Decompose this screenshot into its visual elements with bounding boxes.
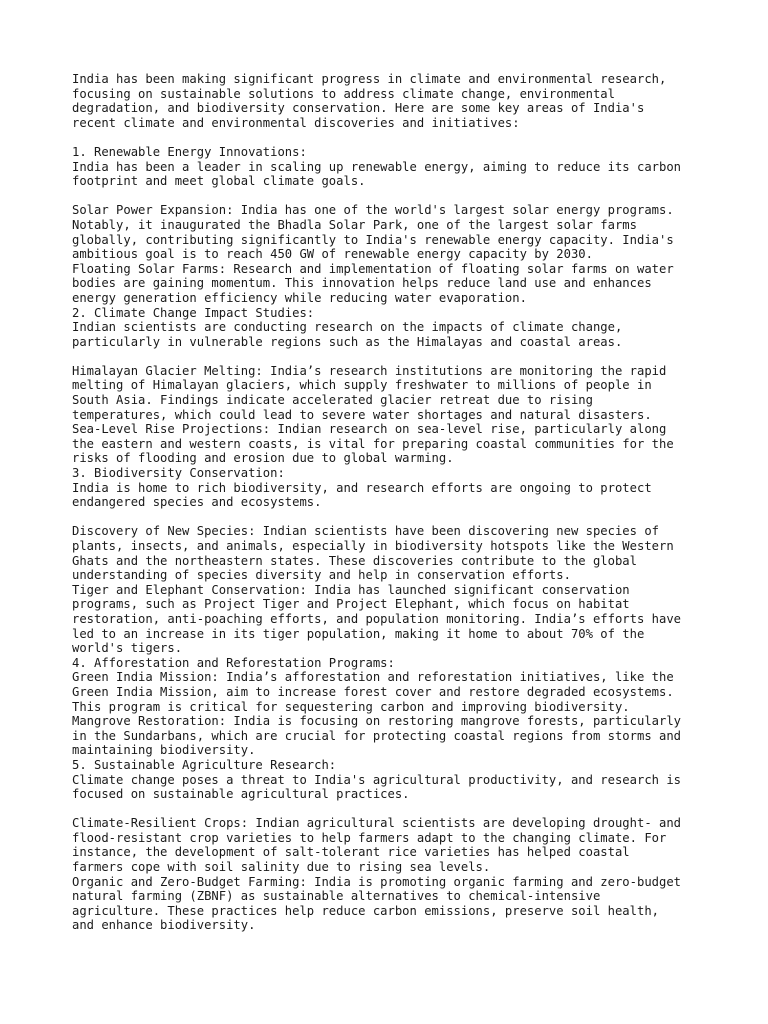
text-line: 3. Biodiversity Conservation:: [72, 466, 285, 481]
text-line: South Asia. Findings indicate accelerated glacier retreat due to rising: [72, 393, 593, 408]
text-line: Sea-Level Rise Projections: Indian research on sea-level rise, particularly along: [72, 422, 667, 437]
text-line: Notably, it inaugurated the Bhadla Solar Park, one of the largest solar farms: [72, 217, 637, 232]
text-line: Discovery of New Species: Indian scientists have been discovering new species of: [72, 524, 659, 539]
text-line: Himalayan Glacier Melting: India’s research institutions are monitoring the rapid: [72, 363, 667, 378]
text-line: temperatures, which could lead to severe water shortages and natural disasters.: [72, 407, 652, 422]
text-line: footprint and meet global climate goals.: [72, 174, 366, 189]
blank-line: [72, 802, 712, 817]
text-line: degradation, and biodiversity conservation. Here are some key areas of India's: [72, 101, 645, 116]
text-line: Tiger and Elephant Conservation: India has launched significant conservation: [72, 582, 630, 597]
text-line: Indian scientists are conducting research on the impacts of climate change,: [72, 320, 623, 335]
text-line: Mangrove Restoration: India is focusing on restoring mangrove forests, particularly: [72, 714, 682, 729]
text-line: India has been making significant progress in climate and environmental research,: [72, 72, 667, 86]
text-line: Green India Mission, aim to increase forest cover and restore degraded ecosystems.: [72, 684, 674, 699]
text-line: the eastern and western coasts, is vital for preparing coastal communities for the: [72, 436, 674, 451]
text-line: farmers cope with soil salinity due to rising sea levels.: [72, 860, 491, 875]
text-line: energy generation efficiency while reducing water evaporation.: [72, 290, 527, 305]
text-line: Climate change poses a threat to India's agricultural productivity, and research is: [72, 772, 682, 787]
text-line: 2. Climate Change Impact Studies:: [72, 305, 315, 320]
text-line: 5. Sustainable Agriculture Research:: [72, 757, 337, 772]
blank-line: [72, 510, 712, 525]
text-line: 4. Afforestation and Reforestation Programs:: [72, 655, 395, 670]
text-line: maintaining biodiversity.: [72, 743, 256, 758]
text-line: and enhance biodiversity.: [72, 918, 256, 933]
text-line: Green India Mission: India’s afforestation and reforestation initiatives, like the: [72, 670, 674, 685]
text-line: Floating Solar Farms: Research and implementation of floating solar farms on water: [72, 261, 674, 276]
text-line: focusing on sustainable solutions to address climate change, environmental: [72, 86, 615, 101]
text-line: Organic and Zero-Budget Farming: India is promoting organic farming and zero-budget: [72, 874, 682, 889]
text-line: melting of Himalayan glaciers, which supply freshwater to millions of people in: [72, 378, 652, 393]
blank-line: [72, 349, 712, 364]
document-page: [72, 72, 712, 933]
text-line: agriculture. These practices help reduce carbon emissions, preserve soil health,: [72, 903, 659, 918]
text-line: Solar Power Expansion: India has one of the world's largest solar energy programs.: [72, 203, 674, 218]
text-line: focused on sustainable agricultural practices.: [72, 787, 410, 802]
blank-line: [72, 189, 712, 204]
text-line: programs, such as Project Tiger and Project Elephant, which focus on habitat: [72, 597, 630, 612]
text-line: particularly in vulnerable regions such as the Himalayas and coastal areas.: [72, 334, 623, 349]
text-line: Ghats and the northeastern states. These discoveries contribute to the global: [72, 553, 637, 568]
text-line: plants, insects, and animals, especially in biodiversity hotspots like the Western: [72, 539, 674, 553]
text-line: natural farming (ZBNF) as sustainable alternatives to chemical-intensive: [72, 889, 601, 904]
text-line: understanding of species diversity and help in conservation efforts.: [72, 568, 571, 583]
text-line: This program is critical for sequestering carbon and improving biodiversity.: [72, 699, 630, 714]
text-line: India is home to rich biodiversity, and research efforts are ongoing to protect: [72, 480, 652, 495]
text-line: Climate-Resilient Crops: Indian agricultural scientists are developing drought- and: [72, 816, 682, 831]
text-line: restoration, anti-poaching efforts, and population monitoring. India’s efforts have: [72, 611, 682, 626]
blank-line: [72, 130, 712, 145]
text-line: India has been a leader in scaling up renewable energy, aiming to reduce its carbon: [72, 159, 682, 174]
text-line: bodies are gaining momentum. This innovation helps reduce land use and enhances: [72, 276, 652, 291]
text-line: risks of flooding and erosion due to global warming.: [72, 451, 454, 466]
text-line: in the Sundarbans, which are crucial for protecting coastal regions from storms and: [72, 728, 682, 743]
text-line: endangered species and ecosystems.: [72, 495, 322, 510]
text-line: world's tigers.: [72, 641, 183, 656]
text-line: 1. Renewable Energy Innovations:: [72, 144, 307, 159]
text-line: globally, contributing significantly to India's renewable energy capacity. India's: [72, 232, 674, 247]
text-line: flood-resistant crop varieties to help farmers adapt to the changing climate. For: [72, 830, 667, 845]
text-line: led to an increase in its tiger population, making it home to about 70% of the: [72, 626, 645, 641]
text-line: instance, the development of salt-tolerant rice varieties has helped coastal: [72, 845, 630, 860]
text-line: recent climate and environmental discoveries and initiatives:: [72, 115, 520, 130]
text-line: ambitious goal is to reach 450 GW of renewable energy capacity by 2030.: [72, 247, 593, 262]
